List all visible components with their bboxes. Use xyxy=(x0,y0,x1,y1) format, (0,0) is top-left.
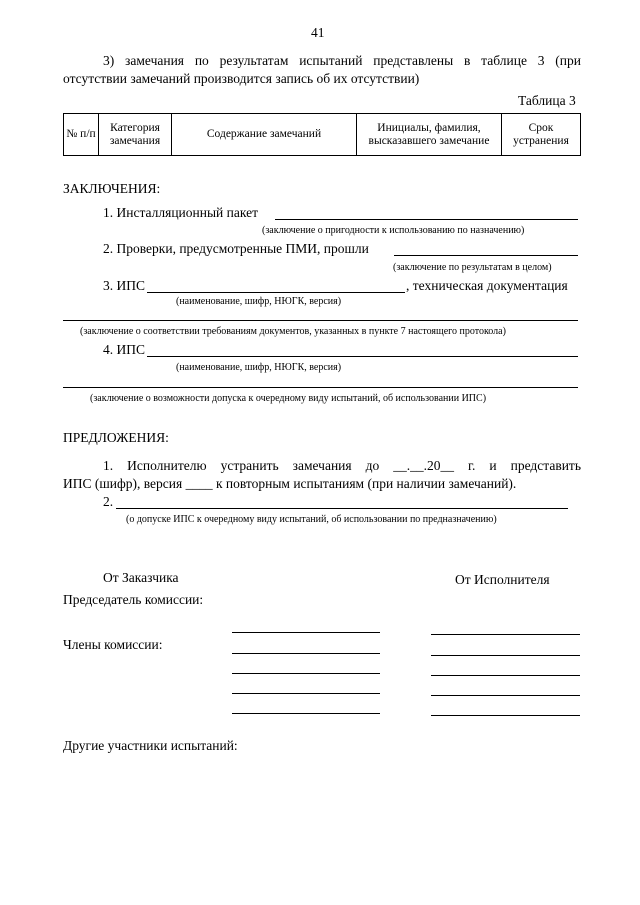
conclusion-4-note: (наименование, шифр, НЮГК, версия) xyxy=(176,362,342,373)
table-header-cell: Инициалы, фамилия, высказавшего замечание xyxy=(357,114,502,156)
intro-line-1: 3) замечания по результатам испытаний представлены в таблице 3 (при xyxy=(103,53,581,68)
page-number: 41 xyxy=(311,25,325,40)
table-header-cell: № п/п xyxy=(64,114,99,156)
proposal-item-2-prefix: 2. xyxy=(103,494,114,509)
proposal-item-1-line-1: 1. Исполнителю устранить замечания до __.__.20__ г. и представить xyxy=(103,458,581,473)
conclusion-item-4-prefix: 4. ИПС xyxy=(103,342,146,357)
conclusion-1-note: (заключение о пригодности к использованию по назначению) xyxy=(262,225,525,236)
contractor-label: От Исполнителя xyxy=(455,572,550,587)
conclusion-item-1: 1. Инсталляционный пакет xyxy=(103,205,258,220)
customer-signature-line xyxy=(232,653,380,654)
contractor-signature-line xyxy=(431,695,580,696)
intro-line-2: отсутствии замечаний производится запись об их отсутствии) xyxy=(63,71,420,86)
conclusion-item-3-prefix: 3. ИПС xyxy=(103,278,146,293)
conclusion-3-fill-line xyxy=(147,292,405,293)
proposal-2-note: (о допуске ИПС к очередному виду испытаний, об использовании по предназначению) xyxy=(126,514,497,525)
conclusion-item-2: 2. Проверки, предусмотренные ПМИ, прошли xyxy=(103,241,369,256)
other-participants-label: Другие участники испытаний: xyxy=(63,738,238,753)
table-header-cell: Содержание замечаний xyxy=(172,114,357,156)
conclusion-2-fill-line xyxy=(394,255,578,256)
chairman-label: Председатель комиссии: xyxy=(63,592,204,607)
table-header-cell: Срок устранения xyxy=(502,114,581,156)
contractor-signature-line xyxy=(431,634,580,635)
table-header-cell: Категория замечания xyxy=(99,114,172,156)
conclusion-3-note: (наименование, шифр, НЮГК, версия) xyxy=(176,296,342,307)
table-header-row xyxy=(64,114,581,156)
table-caption: Таблица 3 xyxy=(518,93,576,108)
customer-signature-line xyxy=(232,693,380,694)
contractor-signature-line xyxy=(431,715,580,716)
remarks-table xyxy=(63,113,581,156)
conclusion-4-fill-line xyxy=(147,356,578,357)
conclusion-1-fill-line xyxy=(275,219,578,220)
contractor-signature-line xyxy=(431,655,580,656)
contractor-signature-line xyxy=(431,675,580,676)
conclusion-4-full-line xyxy=(63,387,578,388)
customer-signature-line xyxy=(232,632,380,633)
conclusion-3-full-line xyxy=(63,320,578,321)
customer-label: От Заказчика xyxy=(103,570,179,585)
conclusion-item-3-suffix: , техническая документация xyxy=(406,278,568,293)
customer-signature-line xyxy=(232,713,380,714)
proposal-item-1-line-2: ИПС (шифр), версия ____ к повторным испытаниям (при наличии замечаний). xyxy=(63,476,517,491)
conclusion-4-note-2: (заключение о возможности допуска к очередному виду испытаний, об использовании ИПС) xyxy=(90,393,487,404)
conclusions-heading: ЗАКЛЮЧЕНИЯ: xyxy=(63,181,161,196)
proposal-2-fill-line xyxy=(116,508,568,509)
customer-signature-line xyxy=(232,673,380,674)
conclusion-3-note-2: (заключение о соответствии требованиям документов, указанных в пункте 7 настоящего протокола) xyxy=(80,326,506,337)
proposals-heading: ПРЕДЛОЖЕНИЯ: xyxy=(63,430,169,445)
members-label: Члены комиссии: xyxy=(63,637,163,652)
conclusion-2-note: (заключение по результатам в целом) xyxy=(393,262,552,273)
